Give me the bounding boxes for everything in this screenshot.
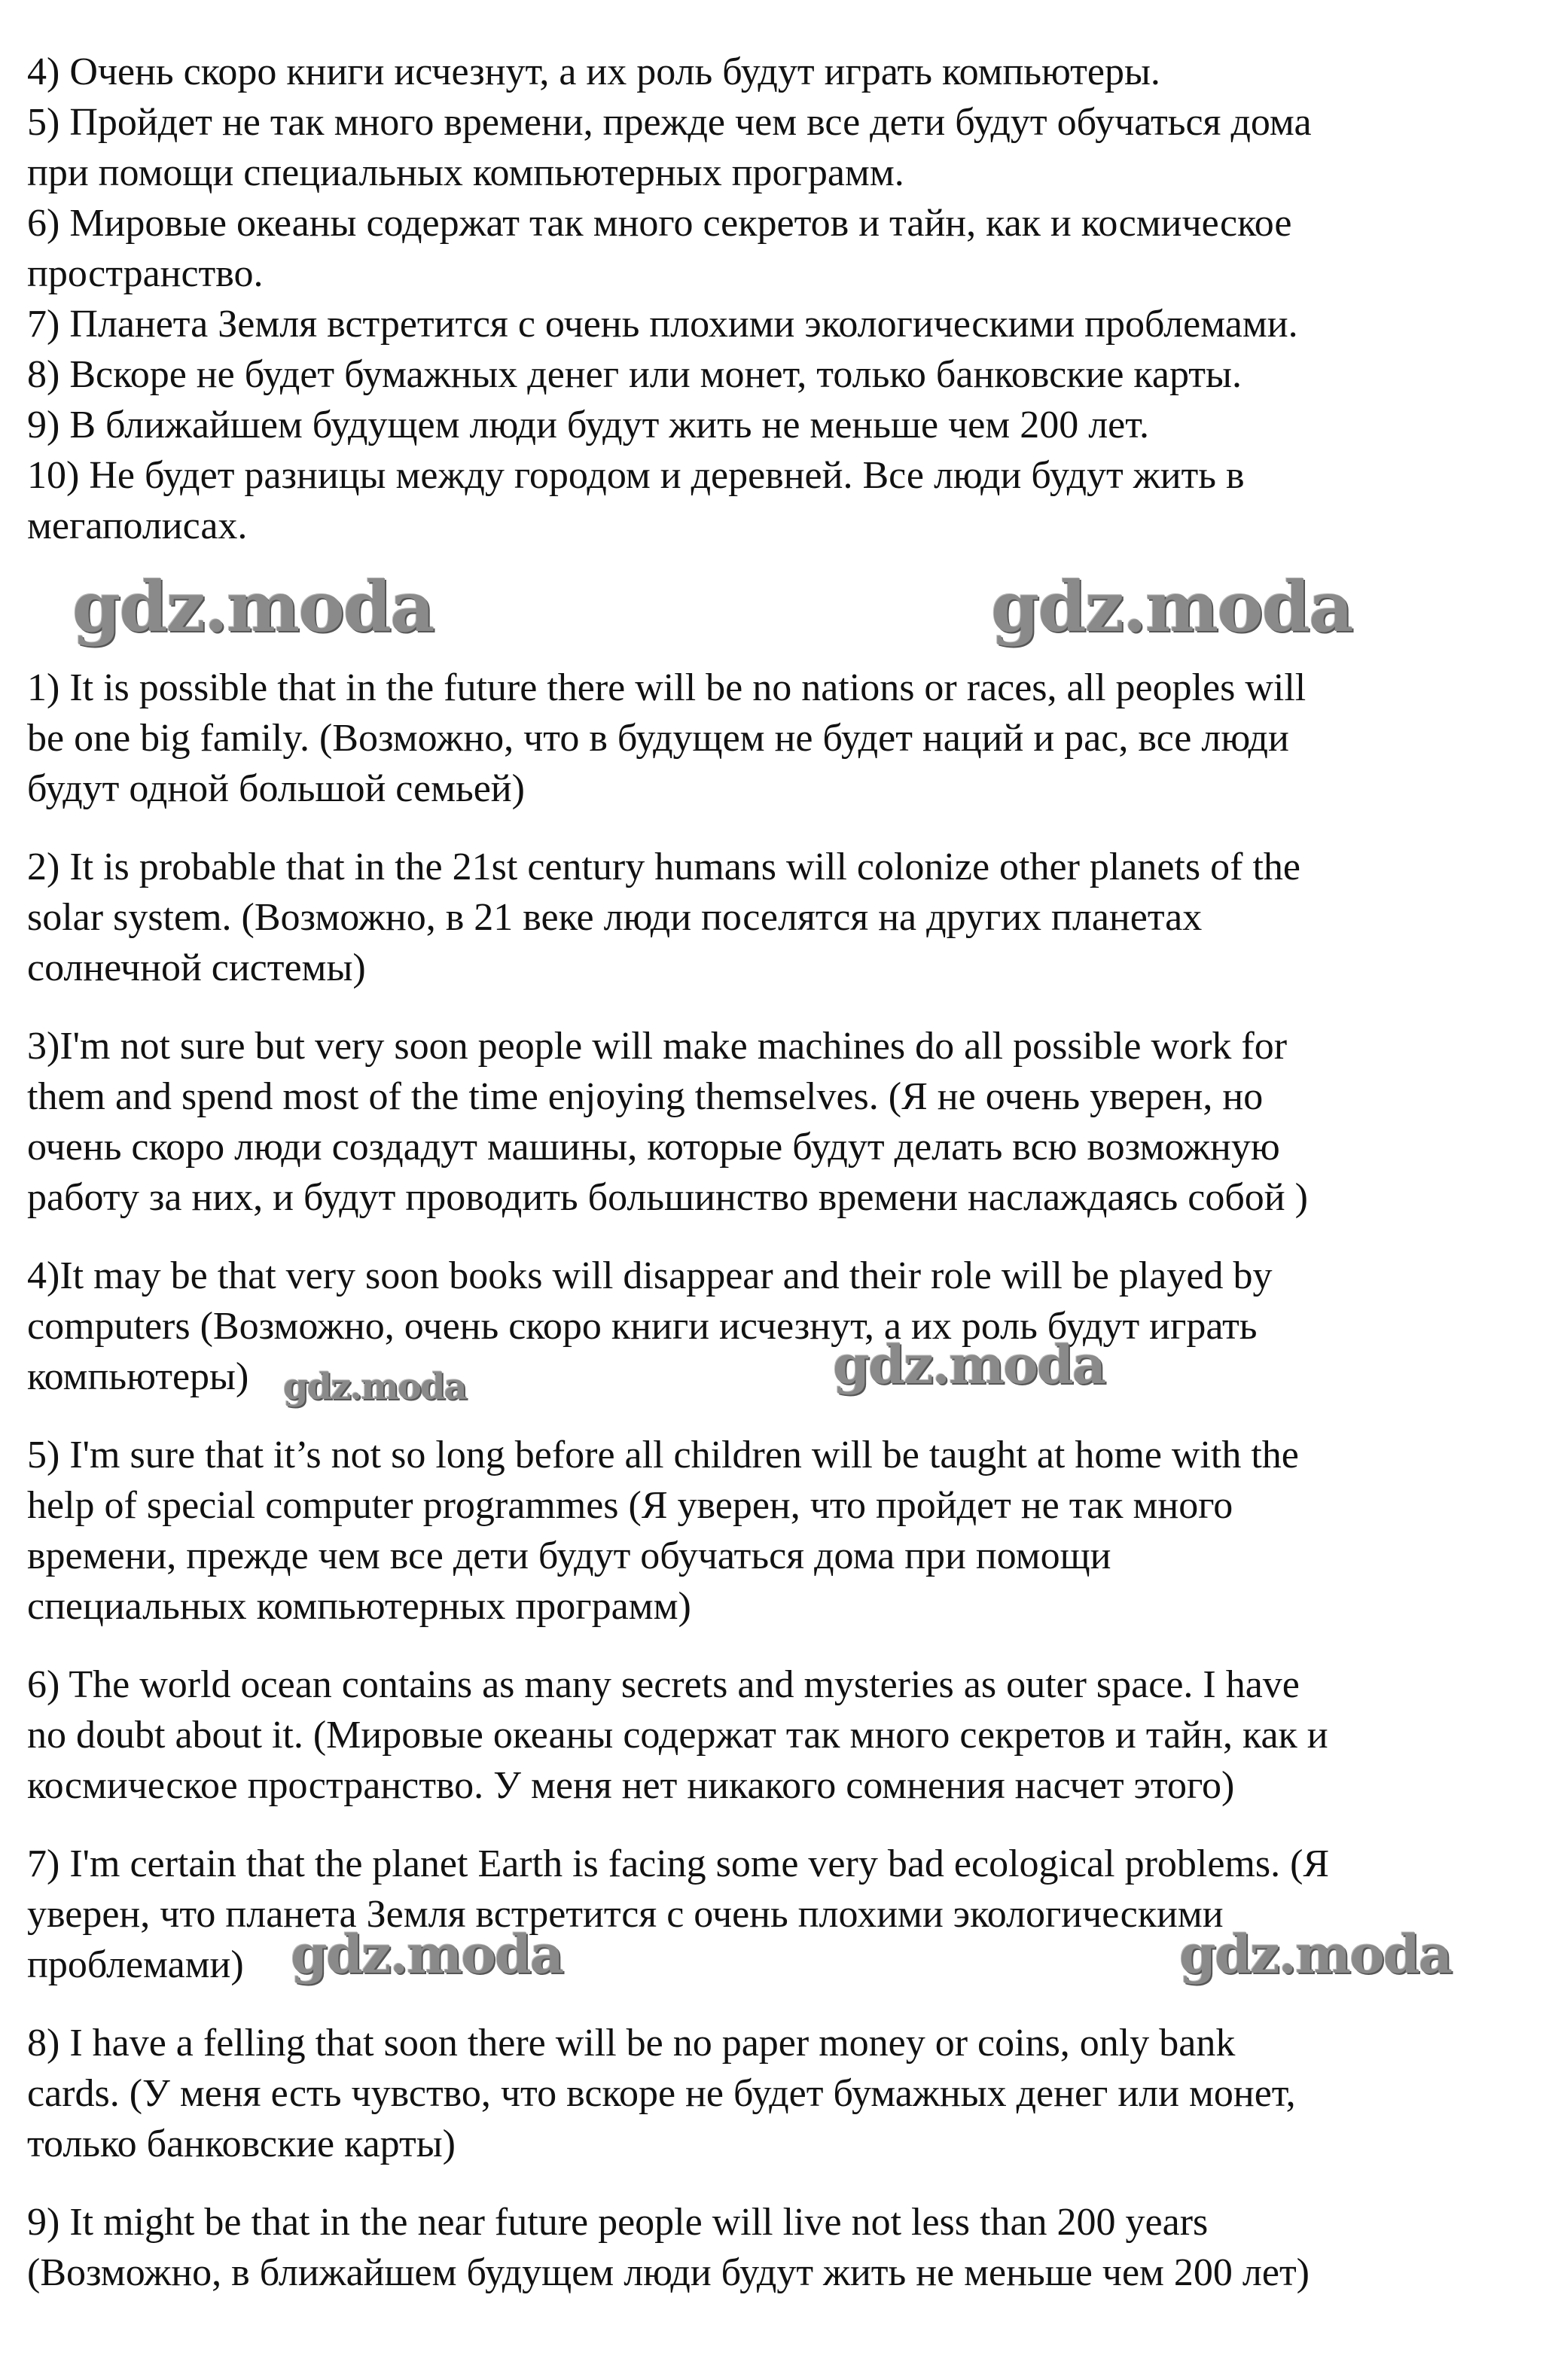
answers — [27, 663, 1526, 2298]
answer-line: 5) I'm sure that it’s not so long before all children will be taught at home with the — [27, 1434, 1299, 1476]
list-item: 8) Вскоре не будет бумажных денег или монет, только банковские карты. — [27, 353, 1242, 396]
answer-paragraph — [27, 1430, 1526, 1632]
watermark: gdz.moda — [1179, 1923, 1452, 1985]
answer-line: help of special computer programmes (Я уверен, что пройдет не так много — [27, 1484, 1233, 1527]
russian-list — [27, 47, 1526, 551]
answer-line: no doubt about it. (Мировые океаны содержат так много секретов и тайн, как и — [27, 1714, 1328, 1757]
answer-line: солнечной системы) — [27, 946, 366, 989]
list-item: 9) В ближайшем будущем люди будут жить не меньше чем 200 лет. — [27, 404, 1150, 446]
answer-paragraph — [27, 2197, 1526, 2298]
watermark: gdz.moda — [283, 1366, 466, 1408]
answer-line: 4)It may be that very soon books will disappear and their role will be played by — [27, 1254, 1273, 1297]
answer-line: только банковские карты) — [27, 2122, 456, 2165]
answer-line: them and spend most of the time enjoying themselves. (Я не очень уверен, но — [27, 1075, 1264, 1118]
watermark: gdz.moda — [991, 566, 1352, 648]
list-item: мегаполисах. — [27, 504, 248, 547]
answer-paragraph — [27, 2018, 1526, 2169]
watermark: gdz.moda — [72, 566, 434, 648]
watermark: gdz.moda — [833, 1333, 1105, 1396]
answer-line: очень скоро люди создадут машины, которые будут делать всю возможную — [27, 1126, 1280, 1169]
answer-line: уверен, что планета Земля встретится с очень плохими экологическими — [27, 1893, 1224, 1936]
answer-paragraph — [27, 1659, 1526, 1811]
list-item: 10) Не будет разницы между городом и деревней. Все люди будут жить в — [27, 454, 1245, 497]
answer-line: 9) It might be that in the near future people will live not less than 200 years — [27, 2201, 1209, 2244]
watermark: gdz.moda — [291, 1923, 563, 1985]
answer-line: времени, прежде чем все дети будут обучаться дома при помощи — [27, 1534, 1111, 1577]
answer-line: cards. (У меня есть чувство, что вскоре не будет бумажных денег или монет, — [27, 2072, 1296, 2115]
answer-line: 1) It is possible that in the future there will be no nations or races, all peoples will — [27, 666, 1307, 709]
answer-line: проблемами) — [27, 1943, 244, 1986]
watermark-row — [27, 551, 1526, 663]
list-item: 4) Очень скоро книги исчезнут, а их роль будут играть компьютеры. — [27, 50, 1160, 93]
answer-line: computers (Возможно, очень скоро книги исчезнут, а их роль будут играть — [27, 1305, 1258, 1348]
answer-line: специальных компьютерных программ) — [27, 1585, 691, 1628]
answer-paragraph — [27, 1021, 1526, 1223]
answer-line: 3)I'm not sure but very soon people will make machines do all possible work for — [27, 1025, 1288, 1068]
answer-paragraph — [27, 842, 1526, 993]
answer-line: космическое пространство. У меня нет никакого сомнения насчет этого) — [27, 1764, 1235, 1807]
list-item: 6) Мировые океаны содержат так много секретов и тайн, как и космическое — [27, 202, 1292, 245]
answer-line: 2) It is probable that in the 21st century humans will colonize other planets of the — [27, 846, 1301, 888]
answer-line: (Возможно, в ближайшем будущем люди будут жить не меньше чем 200 лет) — [27, 2251, 1310, 2294]
answer-line: 6) The world ocean contains as many secrets and mysteries as outer space. I have — [27, 1663, 1300, 1706]
answer-paragraph — [27, 1251, 1526, 1408]
answer-line: solar system. (Возможно, в 21 веке люди поселятся на других планетах — [27, 896, 1203, 939]
document-page — [27, 47, 1526, 2326]
list-item: 7) Планета Земля встретится с очень плохими экологическими проблемами. — [27, 303, 1298, 346]
list-item: пространство. — [27, 252, 264, 295]
answer-line: компьютеры) — [27, 1355, 249, 1398]
answer-paragraph — [27, 1839, 1526, 1990]
answer-line: be one big family. (Возможно, что в будущем не будет наций и рас, все люди — [27, 717, 1289, 760]
answer-line: 8) I have a felling that soon there will be no paper money or coins, only bank — [27, 2022, 1236, 2065]
list-item: при помощи специальных компьютерных программ. — [27, 151, 904, 194]
list-item: 5) Пройдет не так много времени, прежде чем все дети будут обучаться дома — [27, 101, 1312, 144]
answer-line: 7) I'm certain that the planet Earth is facing some very bad ecological problems. (Я — [27, 1842, 1330, 1885]
answer-line: работу за них, и будут проводить большинство времени наслаждаясь собой ) — [27, 1176, 1308, 1219]
answer-paragraph — [27, 663, 1526, 814]
answer-line: будут одной большой семьей) — [27, 767, 525, 810]
